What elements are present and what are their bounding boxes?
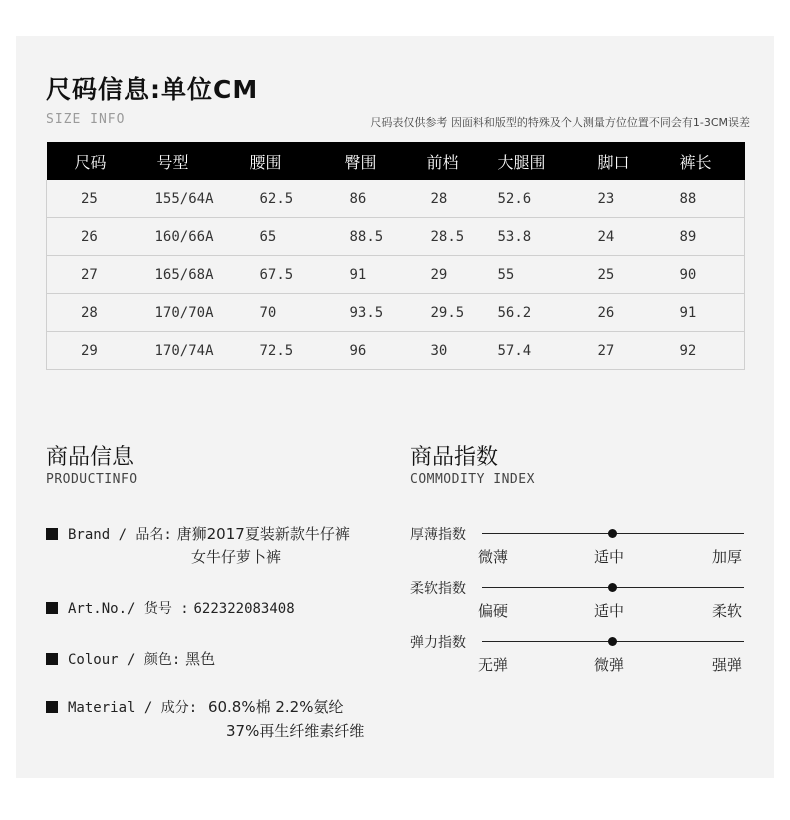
material-label: Material / 成分: bbox=[68, 700, 198, 716]
table-cell: 25 bbox=[47, 180, 135, 218]
table-cell: 89 bbox=[670, 218, 745, 256]
bullet-square-icon bbox=[46, 701, 58, 713]
index-option: 无弹 bbox=[478, 656, 509, 674]
table-cell: 25 bbox=[588, 256, 670, 294]
index-option: 适中 bbox=[594, 548, 625, 566]
table-cell: 28.5 bbox=[413, 218, 498, 256]
table-cell: 65 bbox=[238, 218, 328, 256]
table-cell: 86 bbox=[328, 180, 413, 218]
brand-row bbox=[46, 523, 350, 544]
artno-row bbox=[46, 598, 295, 618]
index-label: 弹力指数 bbox=[410, 635, 466, 651]
table-cell: 57.4 bbox=[498, 332, 588, 370]
table-cell: 170/74A bbox=[135, 332, 238, 370]
table-row bbox=[47, 218, 745, 256]
table-cell: 26 bbox=[588, 294, 670, 332]
commodity-index-subtitle: COMMODITY INDEX bbox=[410, 472, 535, 487]
table-row bbox=[47, 294, 745, 332]
column-header: 号型 bbox=[135, 142, 238, 180]
table-cell: 91 bbox=[670, 294, 745, 332]
table-row bbox=[47, 256, 745, 294]
material-row bbox=[46, 696, 343, 717]
size-note: 尺码表仅供参考 因面料和版型的特殊及个人测量方位位置不同会有1-3CM误差 bbox=[370, 116, 750, 129]
colour-row bbox=[46, 648, 215, 669]
table-cell: 23 bbox=[588, 180, 670, 218]
column-header: 尺码 bbox=[47, 142, 135, 180]
column-header: 腰围 bbox=[238, 142, 328, 180]
index-option: 强弹 bbox=[712, 656, 743, 674]
table-row bbox=[47, 332, 745, 370]
column-header: 裤长 bbox=[670, 142, 745, 180]
index-label: 柔软指数 bbox=[410, 581, 466, 597]
bullet-square-icon bbox=[46, 528, 58, 540]
column-header: 前档 bbox=[413, 142, 498, 180]
table-cell: 56.2 bbox=[498, 294, 588, 332]
table-cell: 53.8 bbox=[498, 218, 588, 256]
table-cell: 29 bbox=[413, 256, 498, 294]
material-value-cont: 37%再生纤维素纤维 bbox=[226, 722, 365, 740]
brand-value-cont: 女牛仔萝卜裤 bbox=[191, 548, 282, 566]
table-cell: 160/66A bbox=[135, 218, 238, 256]
table-cell: 96 bbox=[328, 332, 413, 370]
table-cell: 28 bbox=[413, 180, 498, 218]
table-cell: 91 bbox=[328, 256, 413, 294]
table-cell: 88.5 bbox=[328, 218, 413, 256]
index-marker-dot bbox=[608, 583, 617, 592]
table-cell: 155/64A bbox=[135, 180, 238, 218]
artno-value: 622322083408 bbox=[193, 601, 295, 617]
brand-label: Brand / 品名: bbox=[68, 527, 172, 543]
column-header: 大腿围 bbox=[498, 142, 588, 180]
page-subtitle: SIZE INFO bbox=[46, 112, 126, 127]
table-cell: 52.6 bbox=[498, 180, 588, 218]
artno-label: Art.No./ 货号 : bbox=[68, 601, 189, 617]
table-cell: 24 bbox=[588, 218, 670, 256]
table-cell: 30 bbox=[413, 332, 498, 370]
table-cell: 165/68A bbox=[135, 256, 238, 294]
commodity-index-title: 商品指数 bbox=[410, 445, 499, 470]
column-header: 臀围 bbox=[328, 142, 413, 180]
product-info-subtitle: PRODUCTINFO bbox=[46, 472, 138, 487]
table-cell: 93.5 bbox=[328, 294, 413, 332]
table-cell: 90 bbox=[670, 256, 745, 294]
index-marker-dot bbox=[608, 637, 617, 646]
index-option: 柔软 bbox=[712, 602, 743, 620]
column-header: 脚口 bbox=[588, 142, 670, 180]
product-info-title: 商品信息 bbox=[46, 445, 135, 470]
bullet-square-icon bbox=[46, 653, 58, 665]
table-cell: 28 bbox=[47, 294, 135, 332]
colour-label: Colour / 颜色: bbox=[68, 652, 181, 668]
table-cell: 67.5 bbox=[238, 256, 328, 294]
table-cell: 88 bbox=[670, 180, 745, 218]
index-option: 加厚 bbox=[712, 548, 743, 566]
index-option: 偏硬 bbox=[478, 602, 509, 620]
table-cell: 29 bbox=[47, 332, 135, 370]
page-title: 尺码信息:单位CM bbox=[46, 75, 259, 104]
table-cell: 170/70A bbox=[135, 294, 238, 332]
table-cell: 62.5 bbox=[238, 180, 328, 218]
index-option: 微薄 bbox=[478, 548, 509, 566]
colour-value: 黑色 bbox=[185, 650, 216, 668]
table-cell: 72.5 bbox=[238, 332, 328, 370]
table-cell: 70 bbox=[238, 294, 328, 332]
table-cell: 92 bbox=[670, 332, 745, 370]
table-row bbox=[47, 180, 745, 218]
bullet-square-icon bbox=[46, 602, 58, 614]
table-cell: 27 bbox=[47, 256, 135, 294]
table-cell: 27 bbox=[588, 332, 670, 370]
material-value: 60.8%棉 2.2%氨纶 bbox=[207, 698, 344, 716]
table-header-row bbox=[47, 142, 745, 180]
table-cell: 55 bbox=[498, 256, 588, 294]
size-table bbox=[46, 142, 745, 370]
index-option: 适中 bbox=[594, 602, 625, 620]
index-option: 微弹 bbox=[594, 656, 625, 674]
index-marker-dot bbox=[608, 529, 617, 538]
table-cell: 26 bbox=[47, 218, 135, 256]
table-cell: 29.5 bbox=[413, 294, 498, 332]
index-label: 厚薄指数 bbox=[410, 527, 466, 543]
brand-value: 唐狮2017夏装新款牛仔裤 bbox=[176, 525, 350, 543]
